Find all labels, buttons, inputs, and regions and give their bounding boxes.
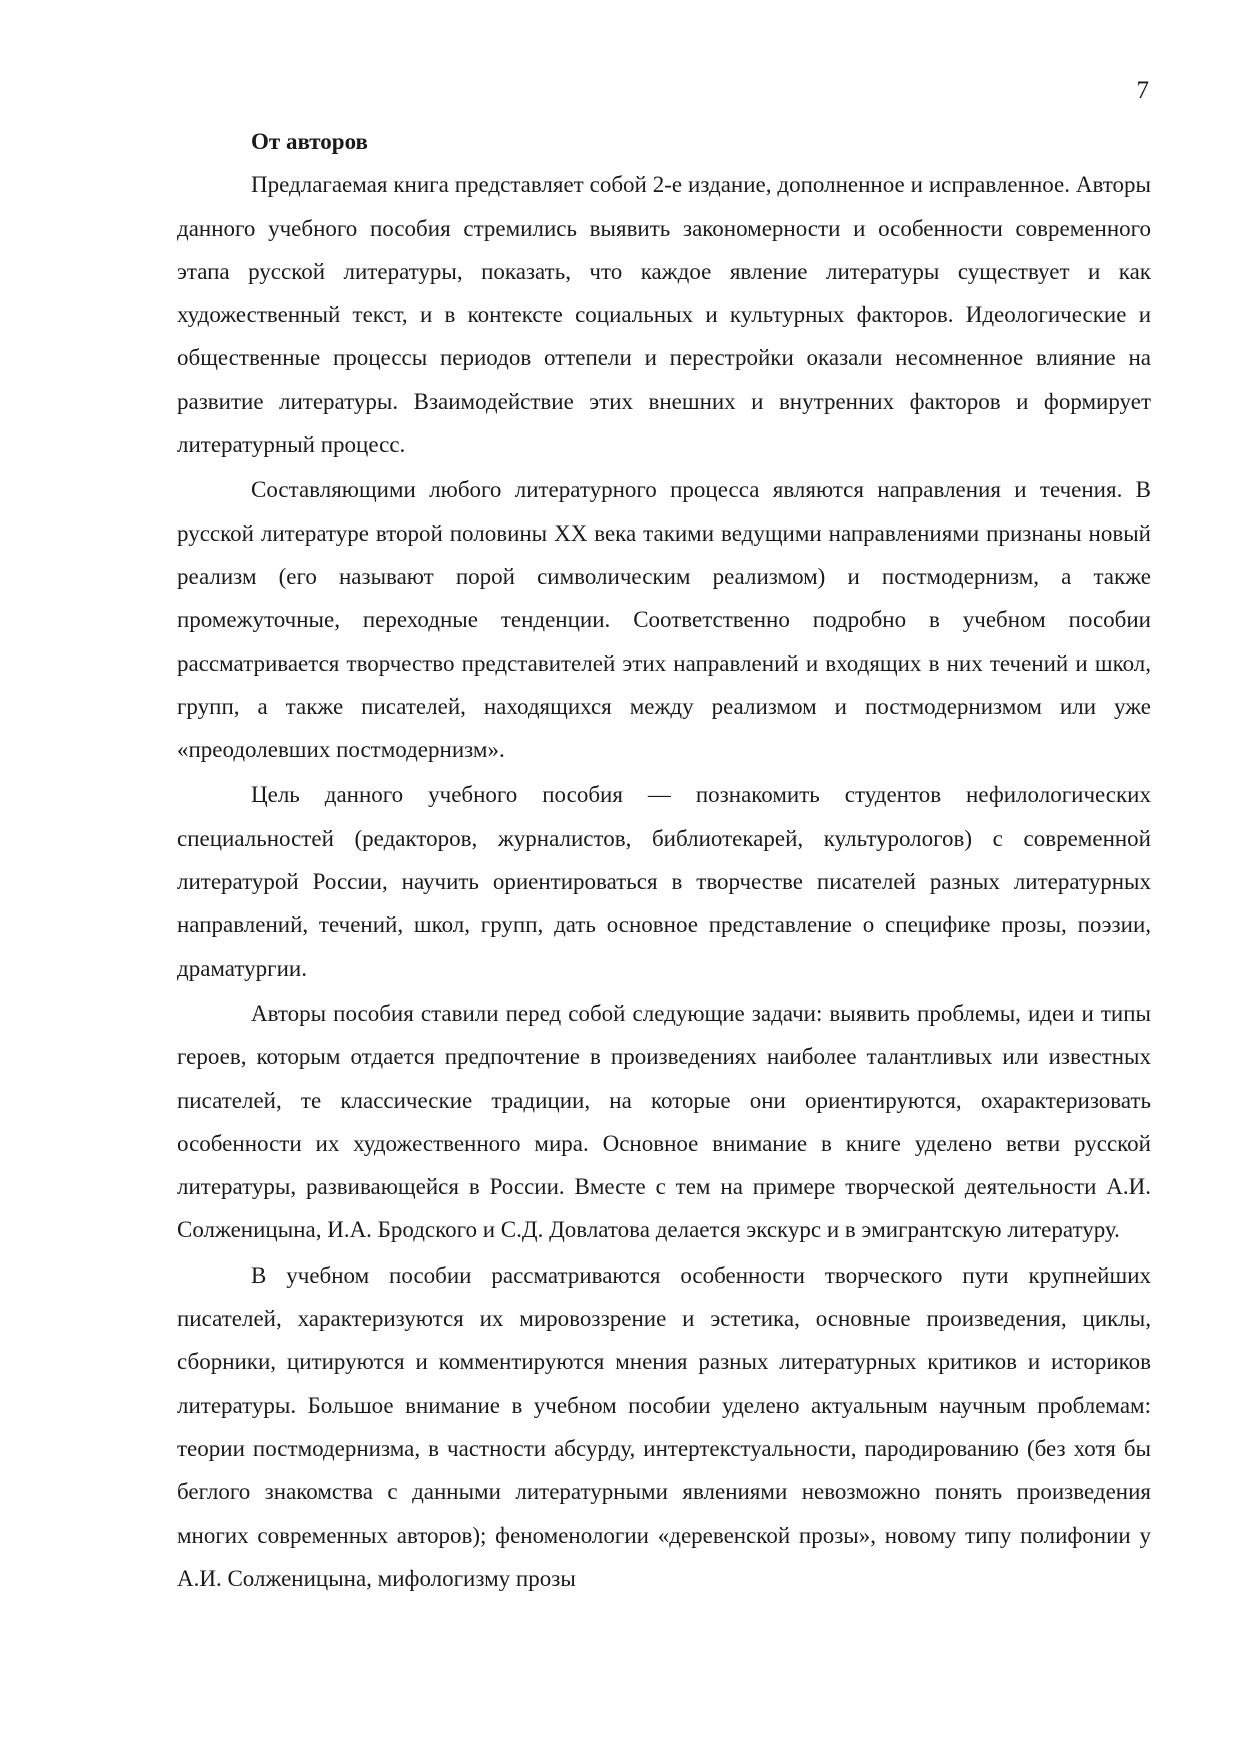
document-body (177, 120, 1151, 1602)
paragraph-directions: Составляющими любого литературного процесса являются направления и течения. В русской литературе второй половины XX века такими ведущими направлениями признаны новый реализм (его называют порой символическим реализмом) и постмодернизм, а также промежуточные, переходные тенденции. Соответственно подробно в учебном пособии рассматривается творчество представителей этих направлений и входящих в них течений и школ, групп, а также писателей, находящихся между реализмом и постмодернизмом или уже «преодолевших постмодернизм». (177, 477, 1151, 763)
page-number: 7 (1136, 77, 1149, 104)
paragraph-intro: Предлагаемая книга представляет собой 2-е издание, дополненное и исправленное. Авторы данного учебного пособия стремились выявить закономерности и особенности современного этапа русской литературы, показать, что каждое явление литературы существует и как художественный текст, и в контексте социальных и культурных факторов. Идеологические и общественные процессы периодов оттепели и перестройки оказали несомненное влияние на развитие литературы. Взаимодействие этих внешних и внутренних факторов и формирует литературный процесс. (177, 172, 1151, 458)
paragraph-goal: Цель данного учебного пособия — познакомить студентов нефилологических специальностей (редакторов, журналистов, библиотекарей, культурологов) с современной литературой России, научить ориентироваться в творчестве писателей разных литературных направлений, течений, школ, групп, дать основное представление о специфике прозы, поэзии, драматургии. (177, 782, 1151, 981)
section-heading: От авторов (251, 129, 368, 154)
paragraph-scope: В учебном пособии рассматриваются особенности творческого пути крупнейших писателей, характеризуются их мировоззрение и эстетика, основные произведения, циклы, сборники, цитируются и комментируются мнения разных литературных критиков и историков литературы. Большое внимание в учебном пособии уделено актуальным научным проблемам: теории постмодернизма, в частности абсурду, интертекстуальности, пародированию (без хотя бы беглого знакомства с данными литературными явлениями невозможно понять произведения многих современных авторов); феноменологии «деревенской прозы», новому типу полифонии у А.И. Солженицына, мифологизму прозы (177, 1262, 1151, 1591)
paragraph-tasks: Авторы пособия ставили перед собой следующие задачи: выявить проблемы, идеи и типы героев, которым отдается предпочтение в произведениях наиболее талантливых или известных писателей, те классические традиции, на которые они ориентируются, охарактеризовать особенности их художественного мира. Основное внимание в книге уделено ветви русской литературы, развивающейся в России. Вместе с тем на примере творческой деятельности А.И. Солженицына, И.А. Бродского и С.Д. Довлатова делается экскурс и в эмигрантскую литературу. (177, 1000, 1151, 1243)
